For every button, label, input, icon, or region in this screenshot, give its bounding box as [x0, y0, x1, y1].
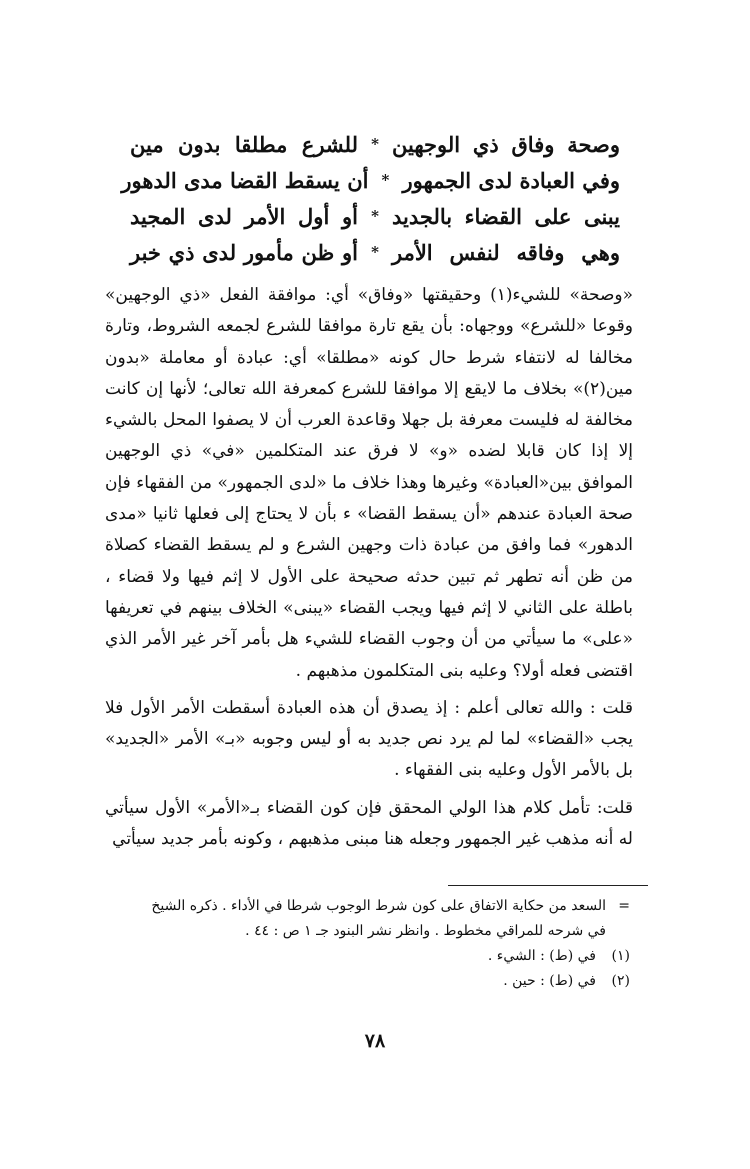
- verse-line: [130, 126, 620, 162]
- footnote-number: (٢): [611, 973, 630, 989]
- verse-second-hemistich: أو ظن مأمور لدى ذي خبر: [130, 239, 358, 265]
- verse-first-hemistich: يبنى على القضاء بالجديد: [392, 203, 620, 229]
- verse-first-hemistich: وصحة وفاق ذي الوجهين: [392, 131, 620, 157]
- verse-block: [121, 126, 620, 270]
- verse-separator-star: *: [371, 243, 379, 261]
- footnote-item: [150, 969, 630, 994]
- page-number: ٧٨: [364, 1030, 386, 1052]
- commentary-body: [105, 280, 633, 861]
- footnote-text: في (ط) : حين .: [503, 973, 596, 989]
- verse-second-hemistich: أو أول الأمر لدى المجيد: [130, 203, 358, 229]
- commentary-paragraph: «وصحة» للشيء(١) وحقيقتها «وفاق» أي: موافقة الفعل «ذي الوجهين» وقوعا «للشرع» ووجهاه: بأن يقع تارة موافقا للشرع لجمعه الشروط، وتارة مخالفا له لانتفاء شرط حال كونه «مطلقا» أي: عبادة أو معاملة «بدون مين(٢)» بخلاف ما لايقع إلا موافقا للشرع كمعرفة الله تعالى؛ لأنها إن كانت مخالفة له فليست معرفة بل جهلا وقاعدة العرب أن لا يصفوا المحل بالشيء إلا إذا كان قابلا لضده «و» لا فرق عند المتكلمين «في» ذي الوجهين الموافق بين«العبادة» وغيرها وهذا خلاف ما «لدى الجمهور» من الفقهاء فإن صحة العبادة عندهم «أن يسقط القضا» ء بأن لا يحتاج إلى فعلها ثانيا «مدى الدهور» فما وافق من عبادة ذات وجهين الشرع و لم يسقط القضاء كصلاة من ظن أنه تطهر ثم تبين حدثه صحيحة على الأول لا إثم فيها ولا قضاء ، باطلة على الثاني لا إثم فيها ويجب القضاء «يبنى» الخلاف بينهم في تعريفها «على» ما سيأتي من أن وجوب القضاء للشيء هل بأمر آخر غير الأمر الذي اقتضى فعله أولا؟ وعليه بنى المتكلمون مذهبهم .: [105, 285, 633, 681]
- verse-line: [130, 198, 620, 234]
- footnote-continuation-text: السعد من حكاية الاتفاق على كون شرط الوجوب شرطا في الأداء . ذكره الشيخ في شرحه للمراقي مخطوط . وانظر نشر البنود جـ ١ ص : ٤٤ .: [151, 898, 606, 939]
- verse-first-hemistich: وفي العبادة لدى الجمهور: [402, 167, 620, 193]
- footnote-item: [150, 944, 630, 969]
- verse-separator-star: *: [371, 135, 379, 153]
- commentary-paragraph: قلت: تأمل كلام هذا الولي المحقق فإن كون القضاء بـ«الأمر» الأول سيأتي له أنه مذهب غير الجمهور وجعله هنا مبنى مذهبهم ، وكونه بأمر جديد سيأتي: [105, 797, 633, 850]
- commentary-paragraph: قلت : والله تعالى أعلم : إذ يصدق أن هذه العبادة أسقطت الأمر الأول فلا يجب «القضاء» لما لم يرد نص جديد به أو ليس وجوبه «بـ» الأمر «الجديد» بل بالأمر الأول وعليه بنى الفقهاء .: [105, 697, 633, 781]
- footnote-number: (١): [611, 948, 630, 964]
- verse-line: [121, 162, 620, 198]
- footnote-continuation: [150, 894, 630, 944]
- verse-first-hemistich: وهي وفاقه لنفس الأمر: [392, 239, 620, 265]
- verse-second-hemistich: للشرع مطلقا بدون مين: [130, 131, 358, 157]
- footnote-divider: [448, 885, 648, 886]
- continuation-mark: =: [618, 898, 630, 914]
- verse-line: [130, 234, 620, 270]
- verse-second-hemistich: أن يسقط القضا مدى الدهور: [121, 167, 369, 193]
- verse-separator-star: *: [381, 171, 390, 189]
- footnotes: [150, 894, 630, 994]
- footnote-text: في (ط) : الشيء .: [487, 948, 596, 964]
- verse-separator-star: *: [371, 207, 379, 225]
